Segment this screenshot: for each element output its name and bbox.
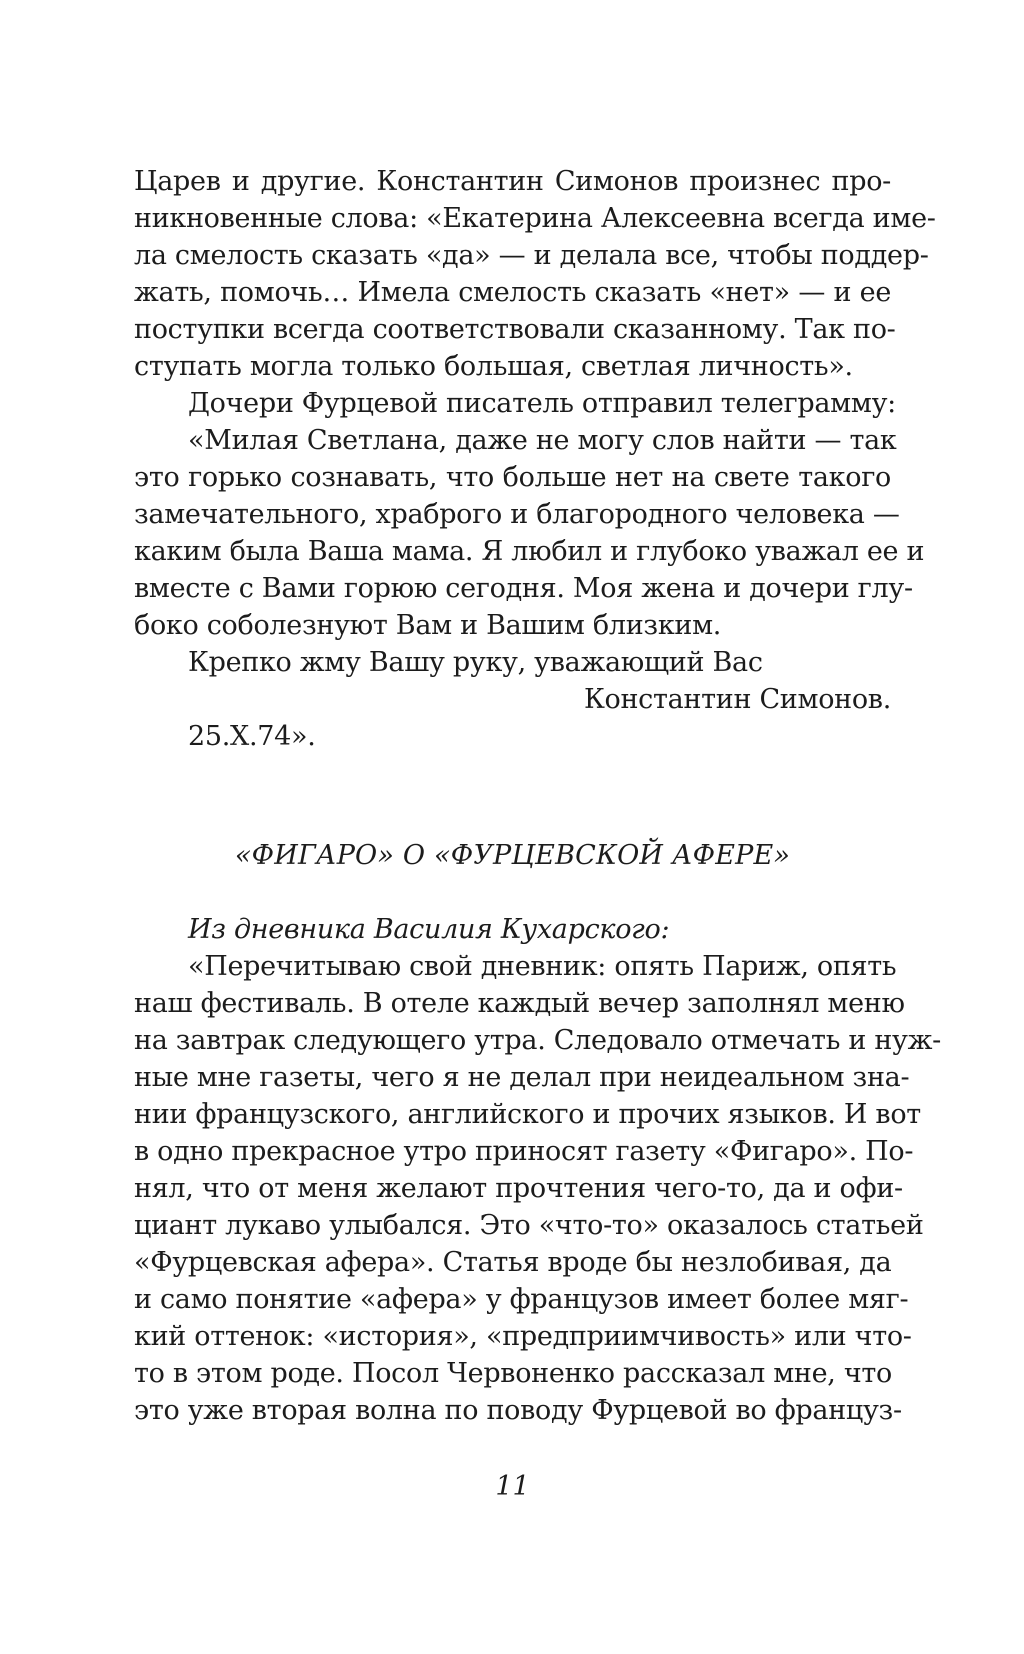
telegram-line: боко соболезнуют Вам и Вашим близким. — [134, 610, 722, 641]
telegram-line: замечательного, храброго и благородного человека — — [134, 499, 900, 530]
diary-line: циант лукаво улыбался. Это «что-то» оказалось статьей — [134, 1210, 924, 1241]
diary-line: на завтрак следующего утра. Следовало отмечать и нуж- — [134, 1025, 941, 1056]
text-line: ступать могла только большая, светлая личность». — [134, 351, 853, 382]
telegram-line: «Милая Светлана, даже не могу слов найти — так — [188, 425, 897, 456]
diary-line: в одно прекрасное утро приносят газету «Фигаро». По- — [134, 1136, 914, 1167]
diary-line: нии французского, английского и прочих языков. И вот — [134, 1099, 921, 1130]
page-number: 11 — [495, 1471, 530, 1502]
telegram-line: это горько сознавать, что больше нет на свете такого — [134, 462, 891, 493]
telegram-date: 25.X.74». — [188, 721, 316, 752]
telegram-line: каким была Ваша мама. Я любил и глубоко уважал ее и — [134, 536, 925, 567]
text-line: никновенные слова: «Екатерина Алексеевна всегда име- — [134, 203, 936, 234]
diary-line: кий оттенок: «история», «предприимчивость» или что- — [134, 1321, 912, 1352]
diary-line: «Перечитываю свой дневник: опять Париж, опять — [188, 951, 897, 982]
diary-line: наш фестиваль. В отеле каждый вечер заполнял меню — [134, 988, 905, 1019]
diary-line: ные мне газеты, чего я не делал при неидеальном зна- — [134, 1062, 910, 1093]
diary-line: нял, что от меня желают прочтения чего-то, да и офи- — [134, 1173, 903, 1204]
diary-line: «Фурцевская афера». Статья вроде бы незлобивая, да — [134, 1247, 892, 1278]
diary-line: это уже вторая волна по поводу Фурцевой во француз- — [134, 1395, 902, 1426]
text-line: поступки всегда соответствовали сказанному. Так по- — [134, 314, 896, 345]
telegram-signature: Константин Симонов. — [583, 684, 891, 715]
telegram-closing: Крепко жму Вашу руку, уважающий Вас — [188, 647, 763, 678]
section-heading: «ФИГАРО» О «ФУРЦЕВСКОЙ АФЕРЕ» — [234, 840, 791, 871]
text-line: Царев и другие. Константин Симонов произнес про- — [134, 166, 891, 197]
telegram-line: вместе с Вами горюю сегодня. Моя жена и дочери глу- — [134, 573, 913, 604]
diary-line: то в этом роде. Посол Червоненко рассказал мне, что — [134, 1358, 892, 1389]
text-line: Дочери Фурцевой писатель отправил телеграмму: — [188, 388, 896, 419]
diary-intro: Из дневника Василия Кухарского: — [188, 914, 670, 945]
text-line: ла смелость сказать «да» — и делала все, чтобы поддер- — [134, 240, 929, 271]
diary-line: и само понятие «афера» у французов имеет более мяг- — [134, 1284, 909, 1315]
text-line: жать, помочь… Имела смелость сказать «нет» — и ее — [134, 277, 891, 308]
